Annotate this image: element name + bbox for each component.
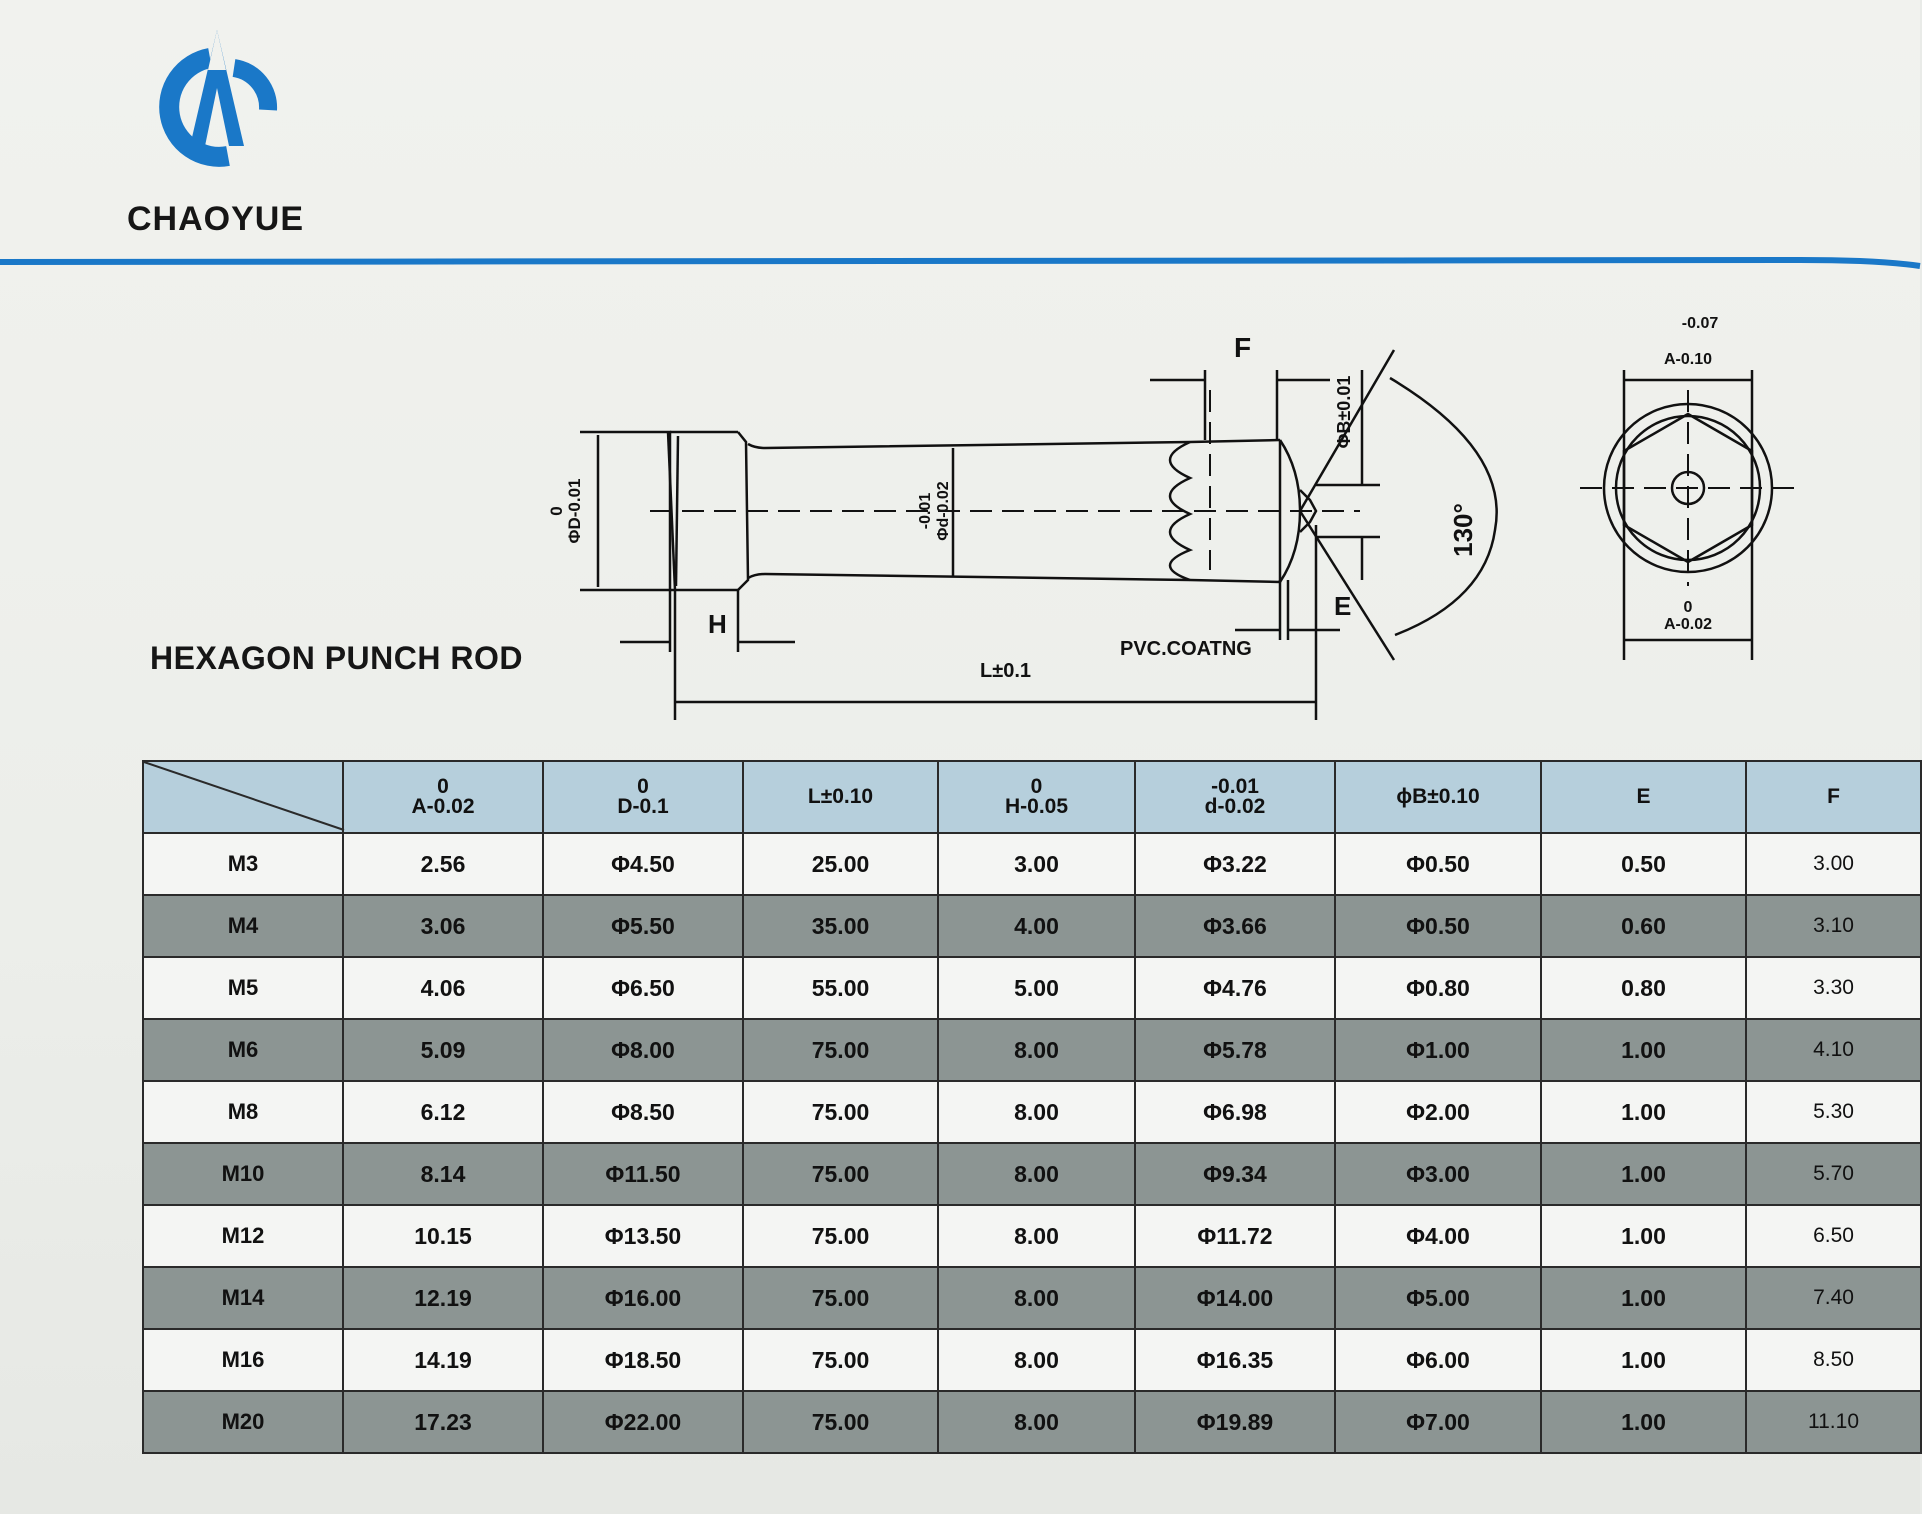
cell-small-d: Φ3.22 bbox=[1135, 833, 1335, 895]
cell-d: Φ22.00 bbox=[543, 1391, 743, 1453]
cell-d: Φ18.50 bbox=[543, 1329, 743, 1391]
header-small-d: -0.01 d-0.02 bbox=[1135, 761, 1335, 833]
header-a: 0 A-0.02 bbox=[343, 761, 543, 833]
cell-f: 5.70 bbox=[1746, 1143, 1921, 1205]
header-f: F bbox=[1746, 761, 1921, 833]
cell-h: 8.00 bbox=[938, 1329, 1135, 1391]
table-row bbox=[143, 957, 1921, 1019]
spec-table-container bbox=[142, 760, 1920, 1454]
cell-l: 75.00 bbox=[743, 1143, 938, 1205]
cell-small-d: Φ4.76 bbox=[1135, 957, 1335, 1019]
chaoyue-logo-icon bbox=[150, 28, 280, 168]
cell-small-d: Φ19.89 bbox=[1135, 1391, 1335, 1453]
header-d: 0 D-0.1 bbox=[543, 761, 743, 833]
cell-size: M20 bbox=[143, 1391, 343, 1453]
cell-d: Φ8.50 bbox=[543, 1081, 743, 1143]
cell-h: 8.00 bbox=[938, 1205, 1135, 1267]
cell-size: M3 bbox=[143, 833, 343, 895]
a-bottom-label: A-0.02 bbox=[1663, 616, 1713, 633]
header-e: E bbox=[1541, 761, 1746, 833]
cell-l: 75.00 bbox=[743, 1329, 938, 1391]
table-row bbox=[143, 1081, 1921, 1143]
small-d-tolerance-top: -0.01 bbox=[917, 492, 934, 530]
cell-e: 0.80 bbox=[1541, 957, 1746, 1019]
cell-f: 6.50 bbox=[1746, 1205, 1921, 1267]
cell-a: 8.14 bbox=[343, 1143, 543, 1205]
cell-b: Φ7.00 bbox=[1335, 1391, 1541, 1453]
cell-size: M12 bbox=[143, 1205, 343, 1267]
angle-label: 130° bbox=[1448, 503, 1478, 557]
cell-size: M16 bbox=[143, 1329, 343, 1391]
cell-h: 8.00 bbox=[938, 1267, 1135, 1329]
cell-a: 12.19 bbox=[343, 1267, 543, 1329]
cell-d: Φ16.00 bbox=[543, 1267, 743, 1329]
header-b: ϕB±0.10 bbox=[1335, 761, 1541, 833]
cell-b: Φ0.80 bbox=[1335, 957, 1541, 1019]
cell-e: 0.50 bbox=[1541, 833, 1746, 895]
cell-b: Φ2.00 bbox=[1335, 1081, 1541, 1143]
l-dimension-label: L±0.1 bbox=[980, 660, 1031, 682]
pvc-coating-label: PVC.COATNG bbox=[1120, 638, 1252, 660]
header-l: L±0.10 bbox=[743, 761, 938, 833]
cell-l: 75.00 bbox=[743, 1019, 938, 1081]
table-body bbox=[143, 833, 1921, 1453]
table-row bbox=[143, 1267, 1921, 1329]
cell-d: Φ5.50 bbox=[543, 895, 743, 957]
cell-f: 3.00 bbox=[1746, 833, 1921, 895]
h-dimension-label: H bbox=[708, 609, 727, 639]
header-h: 0 H-0.05 bbox=[938, 761, 1135, 833]
cell-l: 75.00 bbox=[743, 1267, 938, 1329]
cell-h: 3.00 bbox=[938, 833, 1135, 895]
cell-b: Φ3.00 bbox=[1335, 1143, 1541, 1205]
d-tolerance-label: ΦD-0.01 bbox=[565, 478, 584, 544]
d-tolerance-top: 0 bbox=[547, 506, 566, 516]
f-dimension-label: F bbox=[1234, 332, 1252, 363]
table-row bbox=[143, 1329, 1921, 1391]
e-dimension-label: E bbox=[1334, 591, 1352, 621]
cell-b: Φ4.00 bbox=[1335, 1205, 1541, 1267]
cell-size: M8 bbox=[143, 1081, 343, 1143]
cell-l: 35.00 bbox=[743, 895, 938, 957]
cell-h: 8.00 bbox=[938, 1081, 1135, 1143]
cell-a: 10.15 bbox=[343, 1205, 543, 1267]
cell-e: 1.00 bbox=[1541, 1267, 1746, 1329]
cell-a: 4.06 bbox=[343, 957, 543, 1019]
cell-b: Φ0.50 bbox=[1335, 833, 1541, 895]
cell-l: 75.00 bbox=[743, 1081, 938, 1143]
table-row bbox=[143, 1391, 1921, 1453]
cell-small-d: Φ16.35 bbox=[1135, 1329, 1335, 1391]
cell-d: Φ4.50 bbox=[543, 833, 743, 895]
cell-f: 5.30 bbox=[1746, 1081, 1921, 1143]
cell-e: 0.60 bbox=[1541, 895, 1746, 957]
cell-l: 55.00 bbox=[743, 957, 938, 1019]
cell-b: Φ6.00 bbox=[1335, 1329, 1541, 1391]
table-row bbox=[143, 1143, 1921, 1205]
cell-l: 25.00 bbox=[743, 833, 938, 895]
a-top-tolerance: -0.07 bbox=[1681, 315, 1719, 332]
a-bottom-tolerance: 0 bbox=[1683, 599, 1693, 616]
cell-b: Φ1.00 bbox=[1335, 1019, 1541, 1081]
cell-h: 5.00 bbox=[938, 957, 1135, 1019]
cell-size: M14 bbox=[143, 1267, 343, 1329]
cell-a: 5.09 bbox=[343, 1019, 543, 1081]
cell-size: M5 bbox=[143, 957, 343, 1019]
cell-l: 75.00 bbox=[743, 1205, 938, 1267]
cell-d: Φ13.50 bbox=[543, 1205, 743, 1267]
cell-small-d: Φ5.78 bbox=[1135, 1019, 1335, 1081]
small-d-tolerance-label: Φd-0.02 bbox=[935, 481, 952, 541]
cell-small-d: Φ9.34 bbox=[1135, 1143, 1335, 1205]
product-title: HEXAGON PUNCH ROD bbox=[150, 640, 523, 676]
cell-f: 4.10 bbox=[1746, 1019, 1921, 1081]
cell-small-d: Φ14.00 bbox=[1135, 1267, 1335, 1329]
cell-a: 17.23 bbox=[343, 1391, 543, 1453]
cell-a: 14.19 bbox=[343, 1329, 543, 1391]
cell-a: 2.56 bbox=[343, 833, 543, 895]
cell-b: Φ0.50 bbox=[1335, 895, 1541, 957]
cell-small-d: Φ11.72 bbox=[1135, 1205, 1335, 1267]
cell-a: 3.06 bbox=[343, 895, 543, 957]
brand-name: CHAOYUE bbox=[127, 200, 305, 238]
cell-h: 8.00 bbox=[938, 1019, 1135, 1081]
b-dimension-label: ΦB±0.01 bbox=[1334, 375, 1354, 449]
corner-header-cell bbox=[143, 761, 343, 833]
cell-size: M10 bbox=[143, 1143, 343, 1205]
cell-a: 6.12 bbox=[343, 1081, 543, 1143]
table-row bbox=[143, 1205, 1921, 1267]
table-row bbox=[143, 833, 1921, 895]
cell-f: 7.40 bbox=[1746, 1267, 1921, 1329]
cell-f: 3.10 bbox=[1746, 895, 1921, 957]
cell-size: M6 bbox=[143, 1019, 343, 1081]
cell-e: 1.00 bbox=[1541, 1081, 1746, 1143]
punch-rod-drawing bbox=[540, 315, 1920, 730]
cell-f: 8.50 bbox=[1746, 1329, 1921, 1391]
cell-d: Φ6.50 bbox=[543, 957, 743, 1019]
cell-d: Φ8.00 bbox=[543, 1019, 743, 1081]
cell-small-d: Φ6.98 bbox=[1135, 1081, 1335, 1143]
spec-table bbox=[142, 760, 1922, 1454]
cell-d: Φ11.50 bbox=[543, 1143, 743, 1205]
a-top-label: A-0.10 bbox=[1663, 351, 1713, 368]
cell-e: 1.00 bbox=[1541, 1205, 1746, 1267]
cell-f: 11.10 bbox=[1746, 1391, 1921, 1453]
cell-e: 1.00 bbox=[1541, 1329, 1746, 1391]
cell-l: 75.00 bbox=[743, 1391, 938, 1453]
cell-e: 1.00 bbox=[1541, 1019, 1746, 1081]
cell-h: 4.00 bbox=[938, 895, 1135, 957]
cell-h: 8.00 bbox=[938, 1391, 1135, 1453]
cell-small-d: Φ3.66 bbox=[1135, 895, 1335, 957]
cell-b: Φ5.00 bbox=[1335, 1267, 1541, 1329]
cell-h: 8.00 bbox=[938, 1143, 1135, 1205]
table-row bbox=[143, 895, 1921, 957]
cell-e: 1.00 bbox=[1541, 1391, 1746, 1453]
cell-f: 3.30 bbox=[1746, 957, 1921, 1019]
table-header-row bbox=[143, 761, 1921, 833]
table-row bbox=[143, 1019, 1921, 1081]
cell-size: M4 bbox=[143, 895, 343, 957]
header-divider bbox=[0, 256, 1920, 268]
cell-e: 1.00 bbox=[1541, 1143, 1746, 1205]
